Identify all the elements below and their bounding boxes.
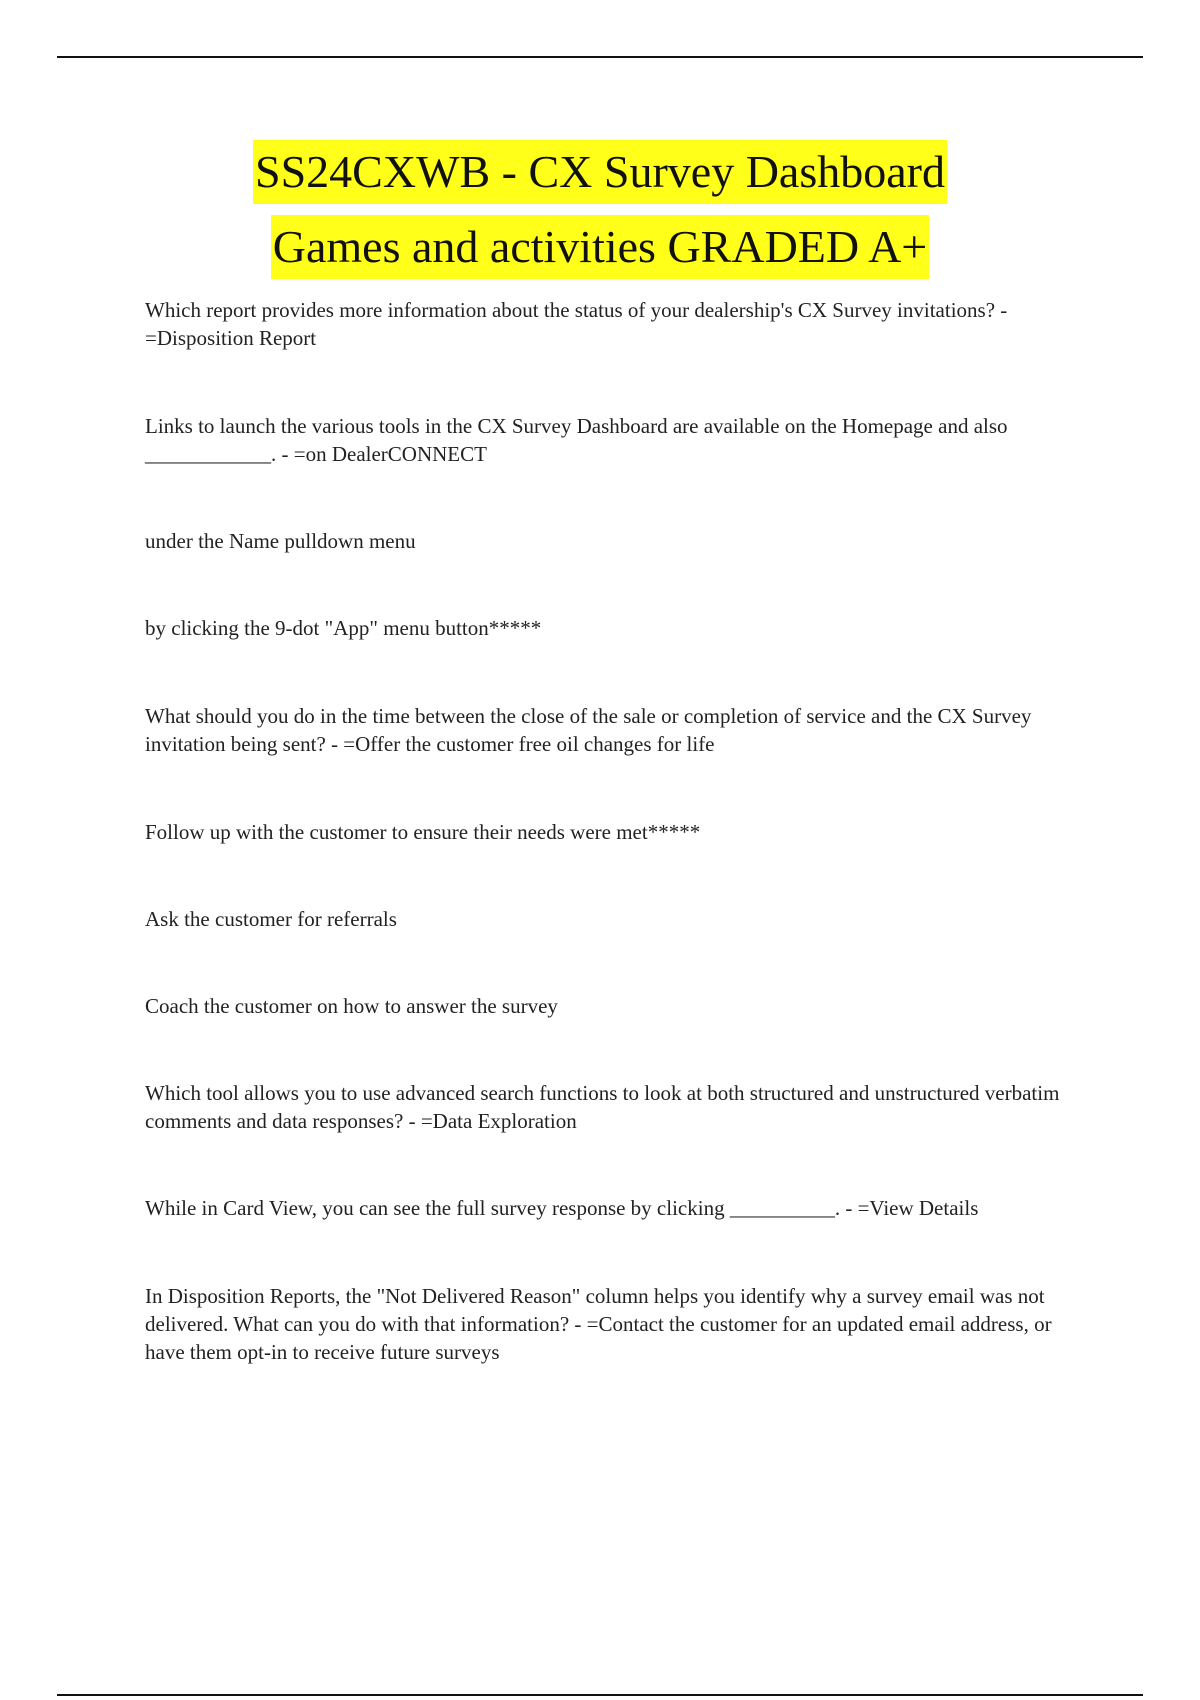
top-rule xyxy=(57,56,1143,58)
answer-option-paragraph: Coach the customer on how to answer the survey xyxy=(145,994,558,1018)
question-paragraph-6: In Disposition Reports, the "Not Delivered Reason" column helps you identify why a survey email was not delivered. What can you do with that information? - =Contact the customer for an updated email address, or have them opt-in to receive future surveys xyxy=(145,1284,1052,1364)
document-title xyxy=(0,140,1200,290)
answer-option-paragraph: Ask the customer for referrals xyxy=(145,907,397,931)
title-line-2: Games and activities GRADED A+ xyxy=(271,215,930,279)
answer-option-paragraph: by clicking the 9-dot "App" menu button***** xyxy=(145,616,542,640)
title-line-1: SS24CXWB - CX Survey Dashboard xyxy=(253,140,947,204)
question-paragraph-5: While in Card View, you can see the full survey response by clicking __________. - =View Details xyxy=(145,1196,979,1220)
bottom-rule xyxy=(57,1694,1143,1696)
answer-option-paragraph: under the Name pulldown menu xyxy=(145,529,416,553)
question-paragraph-4: Which tool allows you to use advanced search functions to look at both structured and unstructured verbatim comments and data responses? - =Data Exploration xyxy=(145,1081,1060,1133)
question-paragraph-1: Which report provides more information about the status of your dealership's CX Survey invitations? - =Disposition Report xyxy=(145,298,1008,350)
question-paragraph-3: What should you do in the time between the close of the sale or completion of service and the CX Survey invitation being sent? - =Offer the customer free oil changes for life xyxy=(145,704,1032,756)
answer-option-paragraph: Follow up with the customer to ensure their needs were met***** xyxy=(145,820,701,844)
question-paragraph-2: Links to launch the various tools in the CX Survey Dashboard are available on the Homepage and also ____________. - =on DealerCONNECT xyxy=(145,414,1008,466)
